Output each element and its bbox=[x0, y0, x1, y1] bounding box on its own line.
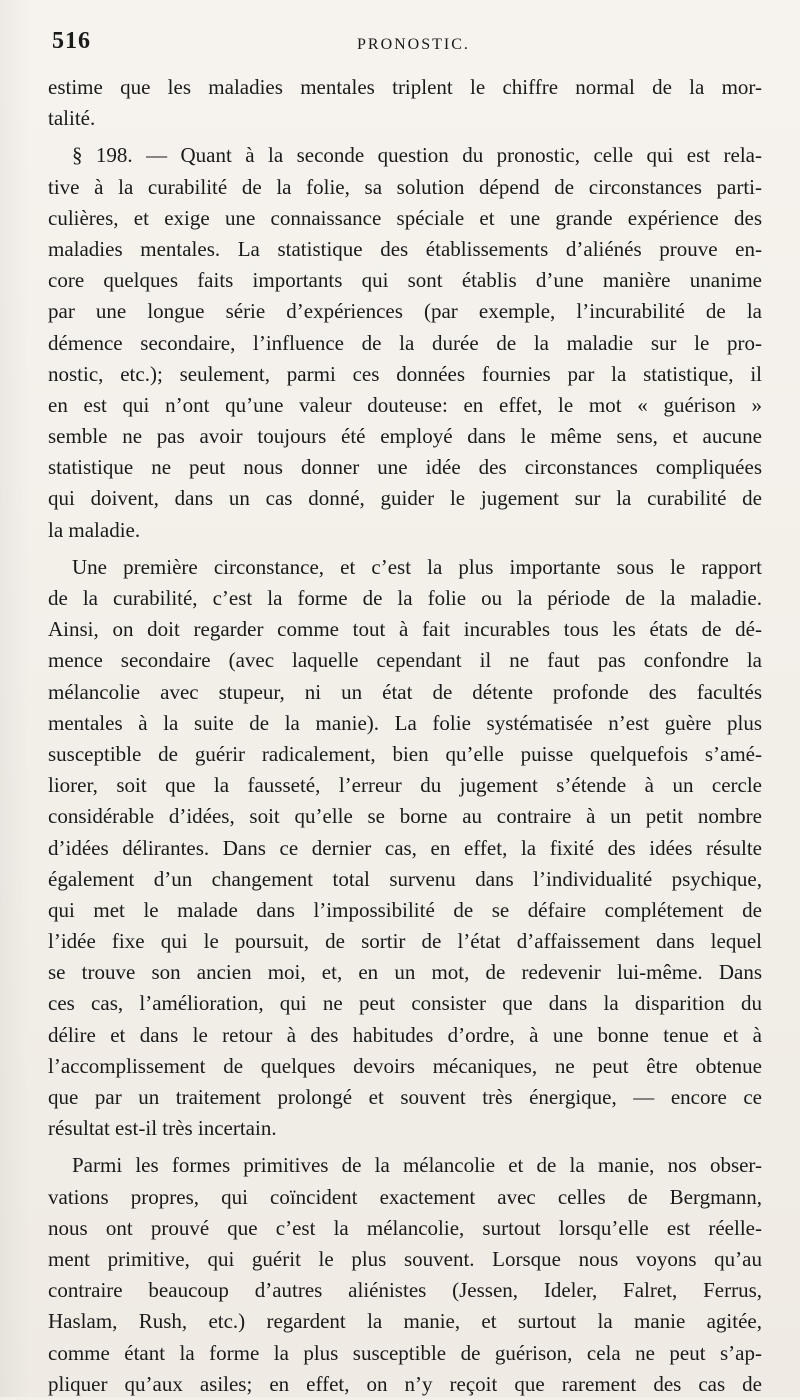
text-line: d’idées délirantes. Dans ce dernier cas, en effet, la fixité des idées résulte bbox=[48, 835, 762, 860]
text-line: mélancolie avec stupeur, ni un état de détente profonde des facultés bbox=[48, 679, 762, 704]
text-line: Une première circonstance, et c’est la plus importante sous le rapport bbox=[72, 554, 762, 579]
text-line: de la curabilité, c’est la forme de la folie ou la période de la maladie. bbox=[48, 586, 762, 610]
text-line: susceptible de guérir radicalement, bien qu’elle puisse quelquefois s’amé- bbox=[48, 741, 762, 766]
text-line: que par un traitement prolongé et souvent très énergique, — encore ce bbox=[48, 1085, 762, 1109]
running-head: PRONOSTIC. bbox=[357, 36, 470, 53]
body-text bbox=[48, 72, 762, 1400]
page-header bbox=[52, 28, 762, 68]
text-line: ces cas, l’amélioration, qui ne peut consister que dans la disparition du bbox=[48, 991, 762, 1016]
text-line: § 198. — Quant à la seconde question du pronostic, celle qui est rela- bbox=[72, 143, 762, 168]
text-line: qui met le malade dans l’impossibilité de se défaire complétement de bbox=[48, 897, 762, 922]
text-line: l’accomplissement de quelques devoirs mécaniques, ne peut être obtenue bbox=[48, 1053, 762, 1078]
text-line: par une longue série d’expériences (par exemple, l’incurabilité de la bbox=[48, 299, 762, 324]
text-line: pliquer qu’aux asiles; en effet, on n’y reçoit que rarement des cas de bbox=[48, 1371, 762, 1396]
text-line: core quelques faits importants qui sont établis d’une manière unanime bbox=[48, 268, 762, 293]
text-line: comme étant la forme la plus susceptible de guérison, cela ne peut s’ap- bbox=[48, 1340, 762, 1365]
text-line: estime que les maladies mentales triplent le chiffre normal de la mor- bbox=[48, 75, 762, 99]
text-line: liorer, soit que la fausseté, l’erreur du jugement s’étende à un cercle bbox=[48, 773, 762, 798]
text-line: culières, et exige une connaissance spéciale et une grande expérience des bbox=[48, 205, 762, 230]
text-line: vations propres, qui coïncident exactement avec celles de Bergmann, bbox=[48, 1184, 762, 1209]
text-line: démence secondaire, l’influence de la durée de la maladie sur le pro- bbox=[48, 330, 762, 355]
text-line: ment primitive, qui guérit le plus souvent. Lorsque nous voyons qu’au bbox=[48, 1246, 762, 1271]
text-line: considérable d’idées, soit qu’elle se borne au contraire à un petit nombre bbox=[48, 804, 762, 829]
text-line: la maladie. bbox=[48, 517, 141, 542]
text-line: mence secondaire (avec laquelle cependant il ne faut pas confondre la bbox=[48, 648, 762, 673]
text-line: talité. bbox=[48, 106, 96, 131]
text-line: Ainsi, on doit regarder comme tout à fait incurables tous les états de dé- bbox=[48, 617, 762, 642]
text-line: mentales à la suite de la manie). La folie systématisée n’est guère plus bbox=[48, 710, 762, 735]
text-line: l’idée fixe qui le poursuit, de sortir de l’état d’affaissement dans lequel bbox=[48, 929, 762, 954]
text-line: semble ne pas avoir toujours été employé dans le même sens, et aucune bbox=[48, 424, 762, 449]
text-line: tive à la curabilité de la folie, sa solution dépend de circonstances parti- bbox=[48, 174, 762, 199]
text-line: en est qui n’ont qu’une valeur douteuse: en effet, le mot « guérison » bbox=[48, 392, 762, 417]
text-line: également d’un changement total survenu dans l’individualité psychique, bbox=[48, 866, 762, 891]
text-line: résultat est-il très incertain. bbox=[48, 1116, 277, 1141]
text-line: statistique ne peut nous donner une idée des circonstances compliquées bbox=[48, 455, 762, 480]
text-line: nous ont prouvé que c’est la mélancolie, surtout lorsqu’elle est réelle- bbox=[48, 1215, 762, 1240]
text-line: délire et dans le retour à des habitudes d’ordre, à une bonne tenue et à bbox=[48, 1022, 762, 1047]
page-number: 516 bbox=[52, 28, 91, 54]
text-line: nostic, etc.); seulement, parmi ces données fournies par la statistique, il bbox=[48, 361, 762, 386]
text-line: Parmi les formes primitives de la mélancolie et de la manie, nos obser- bbox=[72, 1153, 762, 1178]
text-line: Haslam, Rush, etc.) regardent la manie, et surtout la manie agitée, bbox=[48, 1309, 762, 1334]
text-line: qui doivent, dans un cas donné, guider le jugement sur la curabilité de bbox=[48, 486, 762, 511]
text-line: se trouve son ancien moi, et, en un mot, de redevenir lui-même. Dans bbox=[48, 960, 762, 985]
text-line: contraire beaucoup d’autres aliénistes (Jessen, Ideler, Falret, Ferrus, bbox=[48, 1278, 762, 1303]
text-line: maladies mentales. La statistique des établissements d’aliénés prouve en- bbox=[48, 236, 762, 261]
